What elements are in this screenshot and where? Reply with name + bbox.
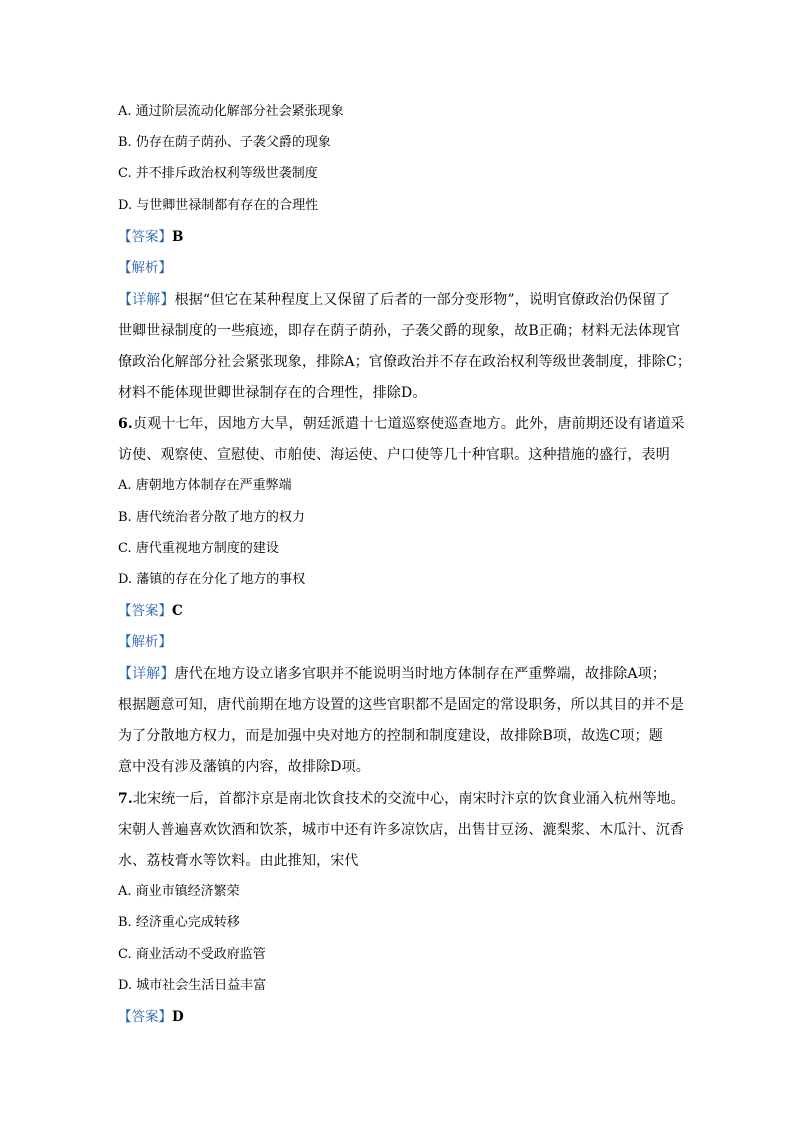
q5-option-c: C. 并不排斥政治权利等级世袭制度 bbox=[118, 166, 318, 181]
q7-option-a: A. 商业市镇经济繁荣 bbox=[118, 884, 240, 899]
q5-answer bbox=[118, 227, 678, 247]
q6-answer bbox=[118, 601, 678, 621]
q7-option-c: C. 商业活动不受政府监管 bbox=[118, 947, 266, 962]
q7-stem-line-3: 水、荔枝膏水等饮料。由此推知，宋代 bbox=[118, 853, 359, 869]
q6-option-d: D. 藩镇的存在分化了地方的事权 bbox=[118, 572, 306, 587]
q5-analysis-heading bbox=[118, 258, 678, 278]
q5-detail-line-1 bbox=[118, 290, 678, 310]
q6-analysis-tag: 【解析】 bbox=[118, 634, 172, 650]
q7-stem-line-2: 宋朝人普遍喜欢饮酒和饮茶，城市中还有许多凉饮店，出售甘豆汤、漉梨浆、木瓜汁、沉香 bbox=[118, 822, 684, 838]
q5-option-a: A. 通过阶层流动化解部分社会紧张现象 bbox=[118, 104, 344, 119]
q6-detail-line-1 bbox=[118, 664, 678, 684]
q6-stem-text-1: 贞观十七年，因地方大旱，朝廷派遣十七道巡察使巡查地方。此外，唐前期还设有诸道采 bbox=[132, 416, 685, 432]
q7-answer bbox=[118, 1007, 678, 1027]
q5-detail-line-4: 材料不能体现世卿世禄制存在的合理性，排除D。 bbox=[118, 385, 427, 401]
q6-analysis-heading bbox=[118, 632, 678, 652]
q6-answer-tag: 【答案】 bbox=[118, 603, 172, 619]
q6-detail-line-2: 根据题意可知，唐代前期在地方设置的这些官职都不是固定的常设职务，所以其目的并不是 bbox=[118, 697, 684, 713]
q6-detail-text-1: 唐代在地方设立诸多官职并不能说明当时地方体制存在严重弊端，故排除A项； bbox=[174, 666, 666, 682]
q5-answer-tag: 【答案】 bbox=[118, 229, 172, 245]
q7-stem-text-1: 北宋统一后，首都汴京是南北饮食技术的交流中心，南宋时汴京的饮食业涌入杭州等地。 bbox=[132, 791, 685, 807]
q5-answer-value: B bbox=[172, 229, 184, 245]
q7-number: 7. bbox=[118, 791, 133, 807]
q5-detail-text-1: 根据“但它在某种程度上又保留了后者的一部分变形物”，说明官僚政治仍保留了 bbox=[174, 292, 671, 308]
q6-option-a: A. 唐朝地方体制存在严重弊端 bbox=[118, 478, 292, 493]
q7-stem-line-1 bbox=[118, 789, 685, 809]
q6-detail-line-4: 意中没有涉及藩镇的内容，故排除D项。 bbox=[118, 759, 370, 775]
q5-option-d: D. 与世卿世禄制都有存在的合理性 bbox=[118, 198, 319, 213]
q5-detail-tag: 【详解】 bbox=[118, 292, 175, 308]
q6-option-c: C. 唐代重视地方制度的建设 bbox=[118, 541, 279, 556]
q7-option-d: D. 城市社会生活日益丰富 bbox=[118, 978, 267, 993]
q7-option-b: B. 经济重心完成转移 bbox=[118, 915, 240, 930]
q6-answer-value: C bbox=[172, 603, 183, 619]
q6-stem-line-1 bbox=[118, 414, 685, 434]
q6-detail-line-3: 为了分散地方权力，而是加强中央对地方的控制和制度建设，故排除B项，故选C项；题 bbox=[118, 728, 663, 744]
q5-detail-line-2: 世卿世禄制度的一些痕迹，即存在荫子荫孙，子袭父爵的现象，故B正确；材料无法体现官 bbox=[118, 323, 681, 339]
q6-stem-line-2: 访使、观察使、宣慰使、市舶使、海运使、户口使等几十种官职。这种措施的盛行，表明 bbox=[118, 447, 670, 463]
q7-answer-tag: 【答案】 bbox=[118, 1009, 172, 1025]
q5-option-b: B. 仍存在荫子荫孙、子袭父爵的现象 bbox=[118, 135, 331, 150]
q6-number: 6. bbox=[118, 416, 133, 432]
q7-answer-value: D bbox=[172, 1009, 184, 1025]
q6-detail-tag: 【详解】 bbox=[118, 666, 175, 682]
q5-analysis-tag: 【解析】 bbox=[118, 260, 172, 276]
q5-detail-line-3: 僚政治化解部分社会紧张现象，排除A；官僚政治并不存在政治权利等级世袭制度，排除C； bbox=[118, 354, 691, 370]
q6-option-b: B. 唐代统治者分散了地方的权力 bbox=[118, 510, 305, 525]
